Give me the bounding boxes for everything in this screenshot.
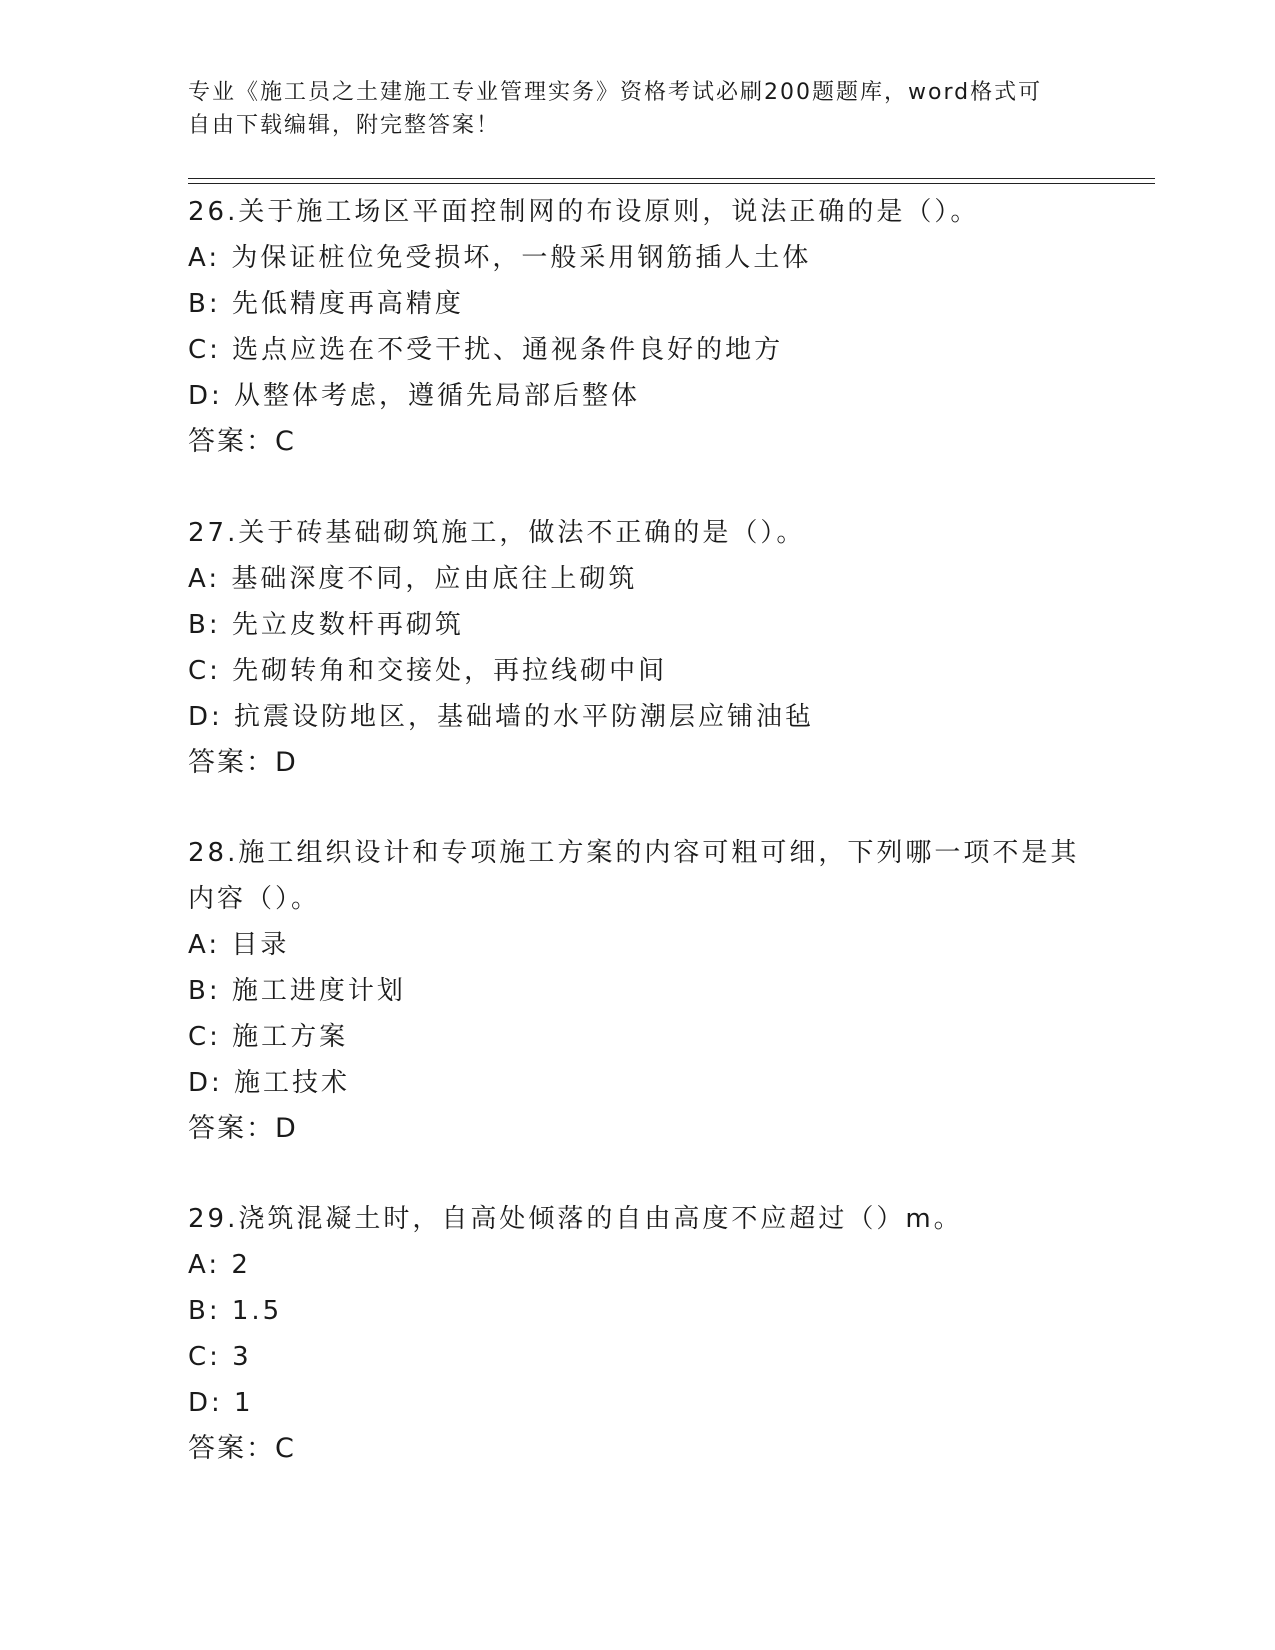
option-c: C: 施工方案 xyxy=(188,1022,349,1052)
option-a: A: 为保证桩位免受损坏，一般采用钢筋插人土体 xyxy=(188,243,812,273)
option-a: A: 基础深度不同，应由底往上砌筑 xyxy=(188,564,638,594)
header-divider-bottom xyxy=(188,183,1155,184)
option-d: D: 施工技术 xyxy=(188,1068,351,1098)
answer: 答案：C xyxy=(188,426,296,457)
answer: 答案：C xyxy=(188,1433,296,1464)
option-b: B: 先立皮数杆再砌筑 xyxy=(188,610,464,640)
question-stem-line-1: 28.施工组织设计和专项施工方案的内容可粗可细，下列哪一项不是其 xyxy=(188,838,1080,868)
question-stem: 26.关于施工场区平面控制网的布设原则，说法正确的是（）。 xyxy=(188,197,980,227)
option-a: A: 目录 xyxy=(188,930,290,960)
option-c: C: 先砌转角和交接处，再拉线砌中间 xyxy=(188,656,668,686)
question-stem: 29.浇筑混凝土时，自高处倾落的自由高度不应超过（）m。 xyxy=(188,1204,963,1234)
option-c: C: 选点应选在不受干扰、通视条件良好的地方 xyxy=(188,335,784,365)
question-26 xyxy=(188,189,1108,465)
option-c: C: 3 xyxy=(188,1342,252,1372)
option-b: B: 先低精度再高精度 xyxy=(188,289,464,319)
question-28 xyxy=(188,830,1108,1152)
option-d: D: 从整体考虑，遵循先局部后整体 xyxy=(188,381,641,411)
answer: 答案：D xyxy=(188,747,298,778)
option-d: D: 1 xyxy=(188,1388,254,1418)
option-b: B: 施工进度计划 xyxy=(188,976,406,1006)
question-stem: 27.关于砖基础砌筑施工，做法不正确的是（）。 xyxy=(188,518,806,548)
question-27 xyxy=(188,510,1108,786)
option-b: B: 1.5 xyxy=(188,1296,283,1326)
question-29 xyxy=(188,1196,1108,1472)
answer: 答案：D xyxy=(188,1113,298,1144)
header-divider-top xyxy=(188,178,1155,179)
option-d: D: 抗震设防地区，基础墙的水平防潮层应铺油毡 xyxy=(188,702,815,732)
question-stem-line-2: 内容（）。 xyxy=(188,884,321,914)
option-a: A: 2 xyxy=(188,1250,251,1280)
document-header: 专业《施工员之土建施工专业管理实务》资格考试必刷200题题库，word格式可 自由下载编辑，附完整答案！ xyxy=(188,80,1043,138)
